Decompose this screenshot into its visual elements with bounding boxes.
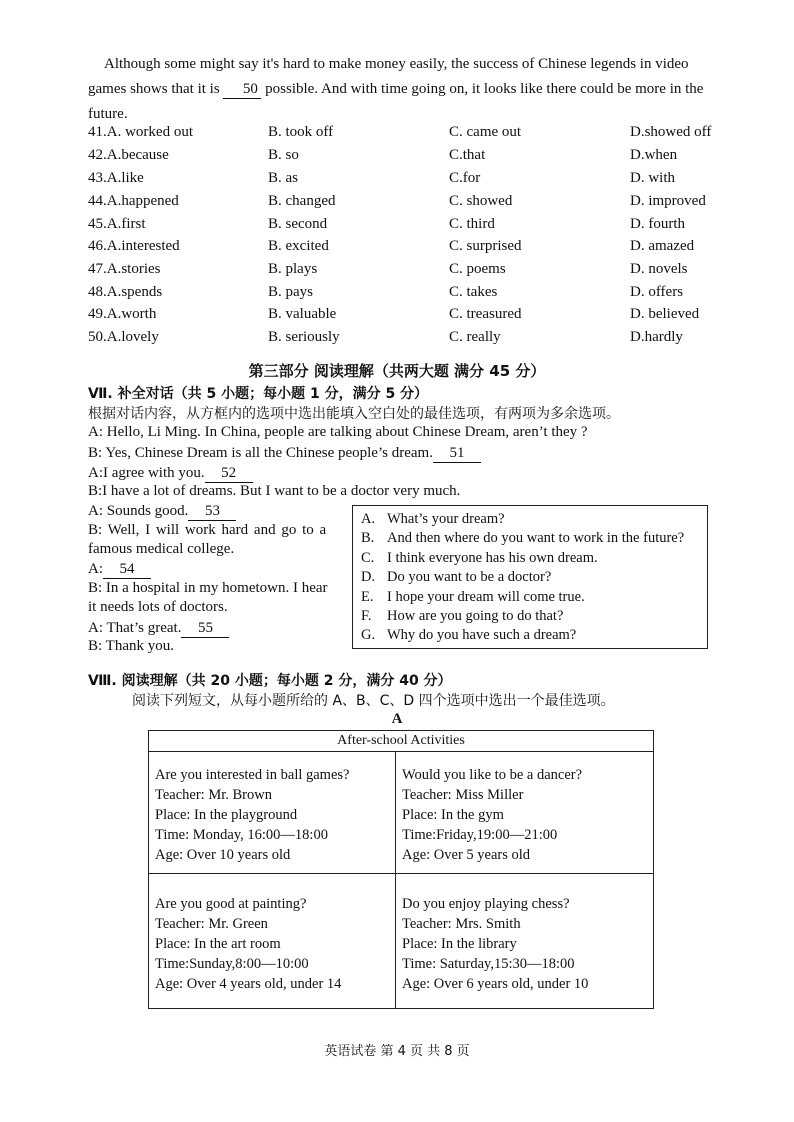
box-option-e: E. I hope your dream will come true.	[361, 589, 585, 605]
option-row-43: 43.A.like B. as C.for D. with	[88, 170, 675, 186]
option-row-50: 50.A.lovely B. seriously C. really D.hardly	[88, 329, 683, 345]
dialogue-blank-52: 52	[205, 464, 253, 483]
activities-table	[148, 730, 654, 1009]
dialogue-line-2: B: Yes, Chinese Dream is all the Chinese people’s dream. 51	[88, 444, 481, 463]
dialogue-line-1: A: Hello, Li Ming. In China, people are talking about Chinese Dream, aren’t they ?	[88, 424, 588, 440]
option-row-47: 47.A.stories B. plays C. poems D. novels	[88, 261, 688, 277]
dialogue-blank-54: 54	[103, 560, 151, 579]
table-cell-painting: Are you good at painting? Teacher: Mr. Green Place: In the art room Time:Sunday,8:00—10:00 Age: Over 4 years old, under 14	[155, 896, 342, 992]
dialogue-line-7: A: 54	[88, 560, 151, 579]
section7-instruction: 根据对话内容，从方框内的选项中选出能填入空白处的最佳选项，有两项为多余选项。	[88, 406, 620, 422]
dialogue-line-10: B: Thank you.	[88, 638, 174, 654]
box-option-f: F. How are you going to do that?	[361, 608, 564, 624]
section8-instruction: 阅读下列短文，从每小题所给的 A、B、C、D 四个选项中选出一个最佳选项。	[132, 693, 615, 709]
dialogue-line-6a: B: Well, I will work hard and go to a	[88, 522, 327, 538]
box-option-c: C. I think everyone has his own dream.	[361, 550, 598, 566]
dialogue-line-5: A: Sounds good. 53	[88, 502, 236, 521]
option-row-49: 49.A.worth B. valuable C. treasured D. believed	[88, 306, 700, 322]
dialogue-blank-55: 55	[181, 619, 229, 638]
table-cell-chess: Do you enjoy playing chess? Teacher: Mrs. Smith Place: In the library Time: Saturday,15:30—18:00 Age: Over 6 years old, under 10	[402, 896, 589, 992]
part3-title: 第三部分 阅读理解（共两大题 满分 45 分）	[248, 362, 546, 380]
table-vertical-divider	[395, 751, 396, 1009]
dialogue-line-3: A:I agree with you. 52	[88, 464, 253, 483]
option-row-45: 45.A.first B. second C. third D. fourth	[88, 216, 685, 232]
dialogue-line-8b: it needs lots of doctors.	[88, 599, 228, 615]
dialogue-line-6b: famous medical college.	[88, 541, 235, 557]
dialogue-line-4: B:I have a lot of dreams. But I want to be a doctor very much.	[88, 483, 461, 499]
option-row-42: 42.A.because B. so C.that D.when	[88, 147, 678, 163]
passage-label-a: A	[391, 711, 403, 727]
page-footer: 英语试卷 第 4 页 共 8 页	[324, 1044, 470, 1059]
table-title: After-school Activities	[149, 731, 653, 752]
dialogue-blank-51: 51	[433, 444, 481, 463]
option-row-48: 48.A.spends B. pays C. takes D. offers	[88, 284, 684, 300]
table-cell-dancer: Would you like to be a dancer? Teacher: Miss Miller Place: In the gym Time:Friday,19:00—21:00 Age: Over 5 years old	[402, 767, 583, 863]
passage-blank-50: 50	[223, 80, 261, 99]
section7-heading: Ⅶ. 补全对话（共 5 小题；每小题 1 分，满分 5 分）	[88, 386, 429, 402]
dialogue-line-9: A: That’s great. 55	[88, 619, 229, 638]
table-cell-ball-games: Are you interested in ball games? Teacher: Mr. Brown Place: In the playground Time: Monday, 16:00—18:00 Age: Over 10 years old	[155, 767, 350, 863]
dialogue-options-box	[352, 505, 708, 649]
box-option-b: B. And then where do you want to work in the future?	[361, 530, 685, 546]
box-option-g: G. Why do you have such a dream?	[361, 627, 577, 643]
table-horizontal-divider	[149, 873, 653, 874]
box-option-d: D. Do you want to be a doctor?	[361, 569, 552, 585]
option-row-46: 46.A.interested B. excited C. surprised D. amazed	[88, 238, 695, 254]
passage-paragraph: Although some might say it's hard to make money easily, the success of Chinese legends in video games shows that it is 50 possible. And with time going on, it looks like there could be more in the future.	[88, 56, 704, 122]
dialogue-blank-53: 53	[188, 502, 236, 521]
section8-heading: Ⅷ. 阅读理解（共 20 小题；每小题 2 分，满分 40 分）	[88, 673, 452, 689]
dialogue-line-8a: B: In a hospital in my hometown. I hear	[88, 580, 328, 596]
box-option-a: A. What’s your dream?	[361, 511, 505, 527]
option-row-41: 41.A. worked out B. took off C. came out D.showed off	[88, 124, 712, 140]
option-row-44: 44.A.happened B. changed C. showed D. improved	[88, 193, 706, 209]
